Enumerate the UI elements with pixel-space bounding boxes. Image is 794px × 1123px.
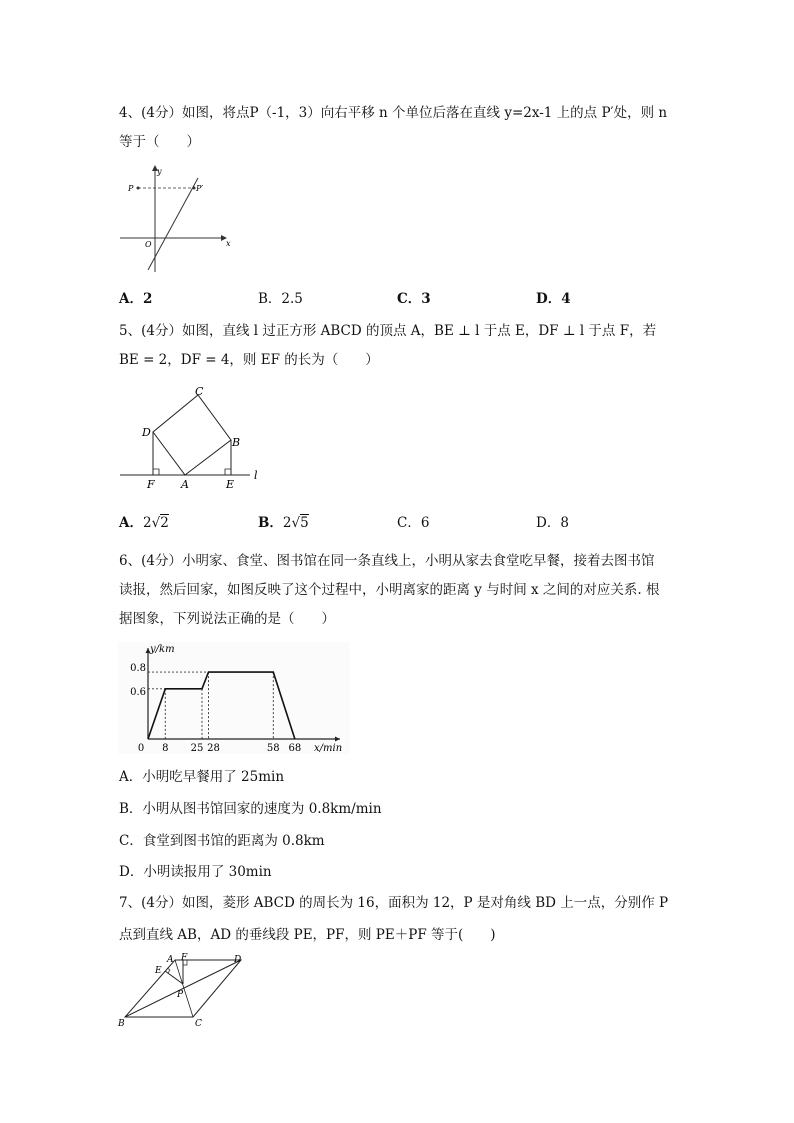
chart-ytick-label: 0.6 [130, 686, 146, 698]
q5-label-a: A [181, 478, 189, 491]
chart-xtick-label: 58 [266, 743, 280, 754]
q4-option-c[interactable]: C．3 [397, 291, 431, 307]
q5-stem-line2: BE = 2，DF = 4，则 EF 的长为（ ） [119, 352, 379, 368]
chart-ylabel: y/km [150, 644, 175, 655]
q7-label-a: A [167, 955, 174, 965]
q7-label-f: F [181, 953, 188, 963]
q4-stem-line1: 4、(4分）如图，将点P（-1，3）向右平移 n 个单位后落在直线 y=2x-1 上的点 P′处，则 n [119, 105, 668, 121]
q6-stem-line3: 据图象，下列说法正确的是（ ） [119, 611, 335, 627]
q4-figure [118, 160, 233, 275]
chart-xtick-label: 0 [137, 743, 145, 754]
q7-figure [115, 952, 255, 1032]
q5-option-d[interactable]: D．8 [536, 515, 569, 531]
q5-label-e: E [226, 478, 235, 491]
q4-option-a[interactable]: A．2 [119, 291, 153, 307]
q6-option-d[interactable]: D．小明读报用了 30min [119, 864, 272, 880]
q7-stem-line2: 点到直线 AB，AD 的垂线段 PE，PF，则 PE＋PF 等于( ) [119, 927, 496, 943]
q6-chart [118, 642, 350, 754]
q4-stem-line2: 等于（ ） [119, 134, 200, 150]
q5-option-b-radicand: 5 [300, 515, 309, 531]
q5-square [153, 395, 231, 475]
chart-xtick-label: 25 [190, 743, 204, 754]
sqrt-icon: √ [151, 515, 161, 531]
q5-option-a-coef: 2 [142, 515, 152, 531]
chart-xtick-label: 28 [207, 743, 220, 754]
q5-option-b-coef: 2 [282, 515, 292, 531]
chart-ytick-label: 0.8 [130, 663, 146, 675]
q4-label-x: x [226, 239, 231, 248]
sqrt-icon: √ [291, 515, 301, 531]
chart-xtick-label: 68 [288, 743, 302, 754]
q4-label-p: P [128, 184, 134, 193]
q7-stem-line1: 7、(4分）如图，菱形 ABCD 的周长为 16，面积为 12，P 是对角线 BD 上一点，分别作 P [119, 895, 669, 911]
q4-label-o: O [145, 240, 152, 249]
q5-label-b: B [232, 436, 241, 449]
q7-label-d: D [234, 955, 242, 965]
q4-label-p2: P′ [196, 184, 204, 193]
q6-option-c[interactable]: C．食堂到图书馆的距离为 0.8km [119, 833, 325, 849]
chart-xlabel: x/min [314, 743, 343, 754]
q5-label-c: C [195, 385, 204, 398]
q4-option-b[interactable]: B．2.5 [258, 291, 303, 307]
q5-option-b[interactable] [258, 514, 309, 532]
q5-option-a-radicand: 2 [160, 515, 169, 531]
q6-stem-line1: 6、(4分）小明家、食堂、图书馆在同一条直线上，小明从家去食堂吃早餐，接着去图书馆 [119, 553, 655, 569]
q5-option-a[interactable] [119, 514, 169, 532]
q6-option-b[interactable]: B．小明从图书馆回家的速度为 0.8km/min [119, 801, 382, 817]
q5-option-b-label: B． [258, 515, 283, 531]
q5-option-a-label: A． [119, 515, 143, 531]
q4-label-y: y [157, 167, 162, 176]
q7-label-b: B [118, 1019, 125, 1029]
q4-option-d[interactable]: D．4 [536, 291, 571, 307]
q6-option-a[interactable]: A．小明吃早餐用了 25min [119, 769, 285, 785]
q7-label-p: P [177, 990, 184, 1000]
q5-stem-line1: 5、(4分）如图，直线 l 过正方形 ABCD 的顶点 A，BE ⊥ l 于点 E，DF ⊥ l 于点 F，若 [119, 323, 657, 339]
q7-label-c: C [195, 1019, 202, 1029]
q5-label-f: F [147, 478, 155, 491]
chart-xtick-label: 8 [162, 743, 169, 754]
q7-diagonal-ac [175, 960, 193, 1017]
q5-label-d: D [142, 426, 151, 439]
q6-stem-line2: 读报，然后回家，如图反映了这个过程中，小明离家的距离 y 与时间 x 之间的对应关系. 根 [119, 582, 660, 598]
q5-label-l: l [254, 469, 258, 482]
q5-option-c[interactable]: C．6 [397, 515, 430, 531]
q5-figure [118, 380, 268, 495]
q7-label-e: E [155, 966, 162, 976]
